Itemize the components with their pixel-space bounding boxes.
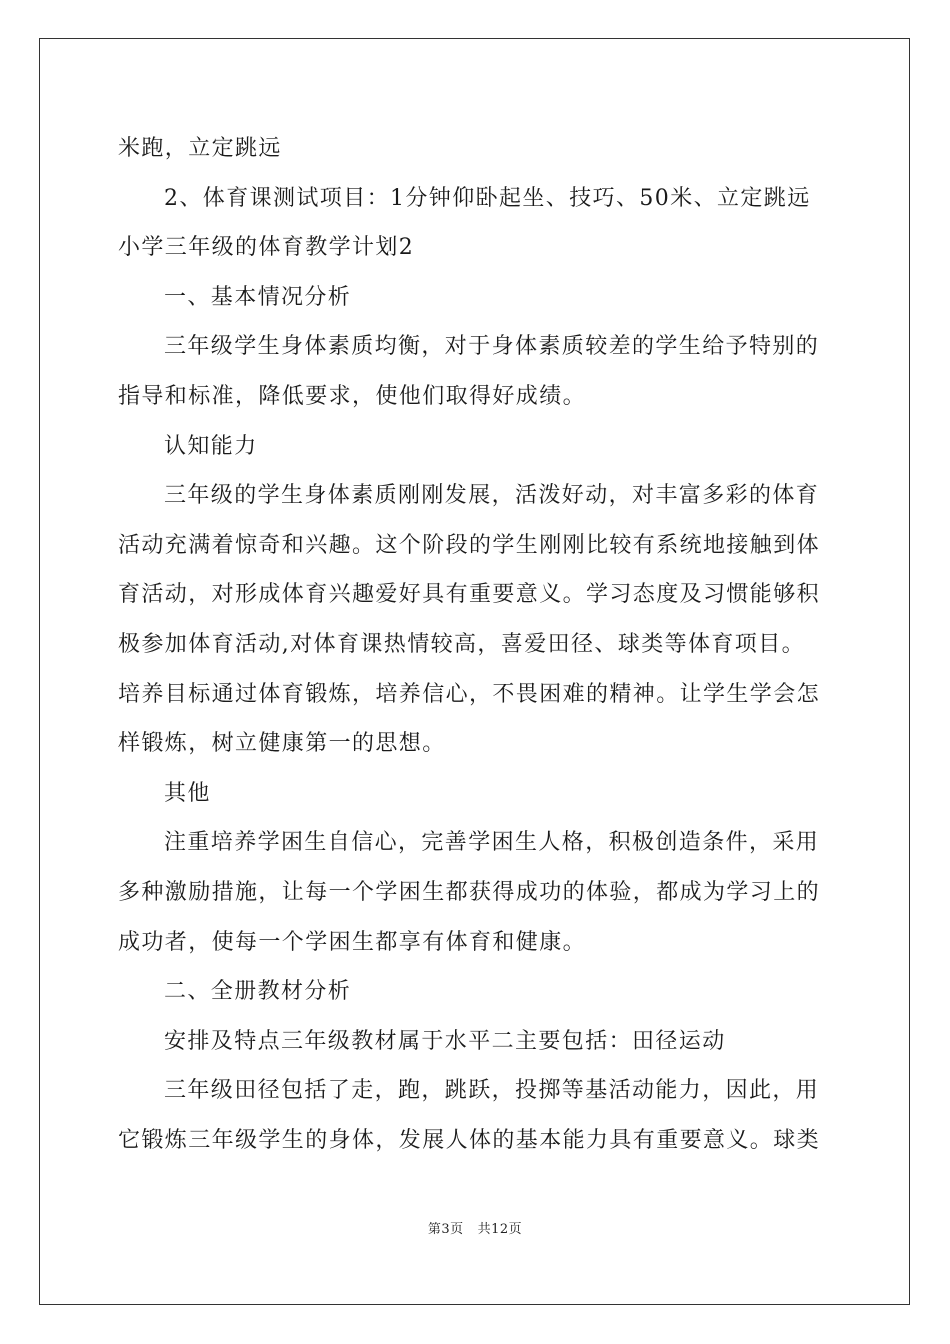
text-line: 活动充满着惊奇和兴趣。这个阶段的学生刚刚比较有系统地接触到体 [118, 532, 821, 558]
text-line: 培养目标通过体育锻炼，培养信心，不畏困难的精神。让学生学会怎 [118, 681, 821, 707]
text-line: 安排及特点三年级教材属于水平二主要包括：田径运动 [164, 1028, 726, 1054]
text-line: 极参加体育活动,对体育课热情较高，喜爱田径、球类等体育项目。 [118, 631, 805, 657]
heading: 认知能力 [164, 433, 258, 459]
heading: 一、基本情况分析 [164, 284, 352, 310]
text-line: 三年级学生身体素质均衡，对于身体素质较差的学生给予特别的 [164, 334, 820, 360]
heading: 二、全册教材分析 [164, 979, 352, 1005]
text-line: 它锻炼三年级学生的身体，发展人体的基本能力具有重要意义。球类 [118, 1127, 821, 1153]
text-line: 多种激励措施，让每一个学困生都获得成功的体验，都成为学习上的 [118, 879, 821, 905]
text-line: 指导和标准，降低要求，使他们取得好成绩。 [118, 383, 587, 409]
text-line: 2、体育课测试项目：1分钟仰卧起坐、技巧、50米、立定跳远 [164, 185, 811, 211]
text-line: 育活动，对形成体育兴趣爱好具有重要意义。学习态度及习惯能够积 [118, 582, 821, 608]
text-line: 三年级的学生身体素质刚刚发展，活泼好动，对丰富多彩的体育 [164, 483, 820, 509]
page-number: 第3页 [427, 1222, 464, 1237]
text-line: 成功者，使每一个学困生都享有体育和健康。 [118, 929, 587, 955]
heading: 其他 [164, 780, 211, 806]
page-footer [0, 1218, 950, 1237]
document-body [118, 124, 834, 1165]
text-line: 米跑，立定跳远 [118, 136, 282, 161]
text-line: 注重培养学困生自信心，完善学困生人格，积极创造条件，采用 [164, 830, 820, 856]
section-title: 小学三年级的体育教学计划2 [118, 235, 415, 261]
page-total: 共12页 [477, 1222, 523, 1237]
text-line: 样锻炼，树立健康第一的思想。 [118, 731, 446, 757]
text-line: 三年级田径包括了走，跑，跳跃，投掷等基活动能力，因此，用 [164, 1078, 820, 1104]
